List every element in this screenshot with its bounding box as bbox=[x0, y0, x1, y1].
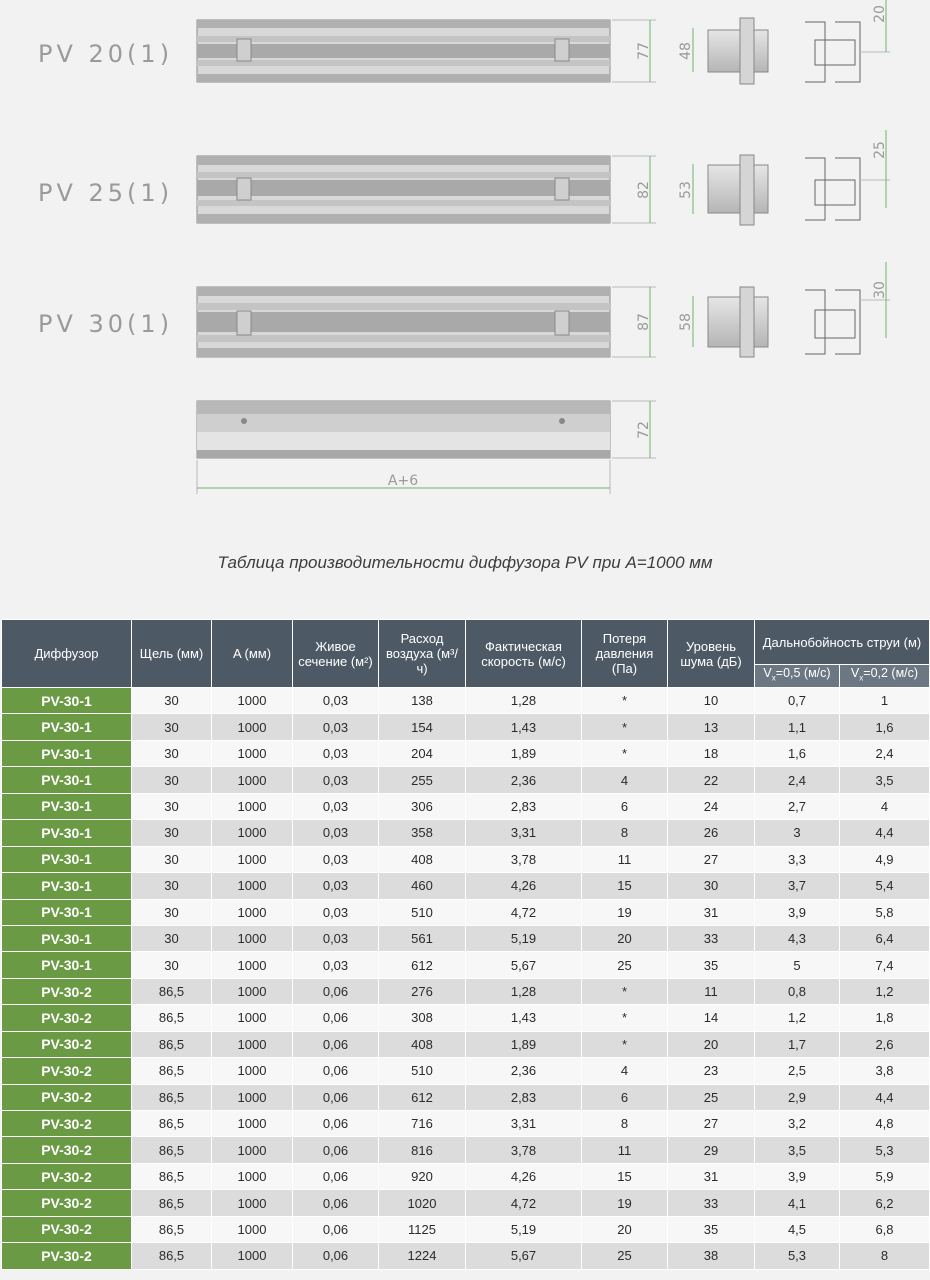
cell-flow: 408 bbox=[379, 846, 466, 872]
cell-flow: 920 bbox=[379, 1163, 466, 1189]
cell-noise: 35 bbox=[668, 1216, 755, 1242]
cell-slot: 86,5 bbox=[132, 978, 212, 1004]
cell-a: 1000 bbox=[212, 978, 293, 1004]
cell-throw-05: 2,7 bbox=[755, 793, 840, 819]
cell-throw-02: 2,4 bbox=[840, 740, 930, 766]
table-body bbox=[2, 688, 930, 1270]
cell-throw-02: 4 bbox=[840, 793, 930, 819]
cell-throw-02: 1,8 bbox=[840, 1005, 930, 1031]
dim-slot-pv20: 20 bbox=[872, 5, 888, 23]
cell-section: 0,03 bbox=[293, 688, 379, 714]
cell-noise: 33 bbox=[668, 1190, 755, 1216]
cell-throw-05: 0,7 bbox=[755, 688, 840, 714]
cell-speed: 5,67 bbox=[466, 952, 582, 978]
cell-a: 1000 bbox=[212, 740, 293, 766]
cell-a: 1000 bbox=[212, 793, 293, 819]
diffuser-bottom-view bbox=[197, 401, 610, 458]
table-row bbox=[2, 820, 930, 846]
cell-speed: 1,89 bbox=[466, 740, 582, 766]
header-speed: Фактическая скорость (м/с) bbox=[466, 620, 582, 688]
cell-diffuser: PV-30-2 bbox=[2, 1031, 132, 1057]
cell-noise: 13 bbox=[668, 714, 755, 740]
cell-throw-02: 6,8 bbox=[840, 1216, 930, 1242]
cell-section: 0,03 bbox=[293, 793, 379, 819]
cell-speed: 2,36 bbox=[466, 1058, 582, 1084]
cell-throw-05: 3,3 bbox=[755, 846, 840, 872]
dim-height-pv30: 87 bbox=[636, 313, 652, 331]
cell-a: 1000 bbox=[212, 1084, 293, 1110]
cell-throw-05: 4,5 bbox=[755, 1216, 840, 1242]
cell-throw-02: 4,4 bbox=[840, 1084, 930, 1110]
cell-pressure: * bbox=[582, 688, 668, 714]
cell-speed: 3,78 bbox=[466, 1137, 582, 1163]
dim-slot-pv25: 25 bbox=[872, 141, 888, 159]
table-row bbox=[2, 714, 930, 740]
cell-diffuser: PV-30-2 bbox=[2, 978, 132, 1004]
header-noise: Уровень шума (дБ) bbox=[668, 620, 755, 688]
cell-throw-05: 2,4 bbox=[755, 767, 840, 793]
cell-throw-05: 3,5 bbox=[755, 1137, 840, 1163]
cell-pressure: 6 bbox=[582, 793, 668, 819]
cell-slot: 30 bbox=[132, 793, 212, 819]
cell-pressure: 4 bbox=[582, 1058, 668, 1084]
cell-pressure: 25 bbox=[582, 952, 668, 978]
cell-throw-02: 5,4 bbox=[840, 873, 930, 899]
cell-flow: 306 bbox=[379, 793, 466, 819]
cell-diffuser: PV-30-1 bbox=[2, 688, 132, 714]
cell-diffuser: PV-30-2 bbox=[2, 1137, 132, 1163]
table-row bbox=[2, 740, 930, 766]
cell-speed: 1,43 bbox=[466, 1005, 582, 1031]
cell-a: 1000 bbox=[212, 925, 293, 951]
cell-section: 0,06 bbox=[293, 1005, 379, 1031]
cell-flow: 510 bbox=[379, 899, 466, 925]
dimension-height-pv30 bbox=[612, 287, 656, 357]
cell-diffuser: PV-30-2 bbox=[2, 1163, 132, 1189]
cell-speed: 1,89 bbox=[466, 1031, 582, 1057]
cell-flow: 1125 bbox=[379, 1216, 466, 1242]
cell-slot: 30 bbox=[132, 952, 212, 978]
diffuser-front-view-pv25 bbox=[197, 156, 610, 223]
cell-pressure: * bbox=[582, 714, 668, 740]
cell-a: 1000 bbox=[212, 1163, 293, 1189]
cell-a: 1000 bbox=[212, 1190, 293, 1216]
table-row bbox=[2, 1031, 930, 1057]
cell-speed: 5,67 bbox=[466, 1243, 582, 1269]
cell-slot: 30 bbox=[132, 925, 212, 951]
cell-pressure: 8 bbox=[582, 820, 668, 846]
cell-slot: 86,5 bbox=[132, 1190, 212, 1216]
cell-pressure: * bbox=[582, 1005, 668, 1031]
performance-table bbox=[1, 619, 930, 1270]
table-row bbox=[2, 1216, 930, 1242]
dim-body-pv25: 53 bbox=[678, 181, 694, 199]
table-row bbox=[2, 873, 930, 899]
cell-throw-05: 4,3 bbox=[755, 925, 840, 951]
cell-noise: 18 bbox=[668, 740, 755, 766]
cell-a: 1000 bbox=[212, 1137, 293, 1163]
cell-speed: 1,43 bbox=[466, 714, 582, 740]
cell-throw-02: 6,2 bbox=[840, 1190, 930, 1216]
cell-flow: 612 bbox=[379, 1084, 466, 1110]
cell-throw-02: 6,4 bbox=[840, 925, 930, 951]
cell-throw-05: 3,7 bbox=[755, 873, 840, 899]
cell-section: 0,06 bbox=[293, 1031, 379, 1057]
cell-diffuser: PV-30-2 bbox=[2, 1111, 132, 1137]
model-label-pv20: PV 20(1) bbox=[38, 40, 174, 68]
cell-throw-05: 1,2 bbox=[755, 1005, 840, 1031]
table-row bbox=[2, 1005, 930, 1031]
cell-diffuser: PV-30-1 bbox=[2, 714, 132, 740]
cell-speed: 3,31 bbox=[466, 820, 582, 846]
table-row bbox=[2, 925, 930, 951]
cell-throw-05: 3,2 bbox=[755, 1111, 840, 1137]
cell-pressure: * bbox=[582, 978, 668, 1004]
cell-throw-05: 4,1 bbox=[755, 1190, 840, 1216]
cell-speed: 4,26 bbox=[466, 1163, 582, 1189]
dim-body-pv20: 48 bbox=[678, 42, 694, 60]
cell-flow: 561 bbox=[379, 925, 466, 951]
cell-diffuser: PV-30-2 bbox=[2, 1084, 132, 1110]
cell-flow: 510 bbox=[379, 1058, 466, 1084]
cell-diffuser: PV-30-1 bbox=[2, 740, 132, 766]
cell-noise: 14 bbox=[668, 1005, 755, 1031]
dim-height-pv20: 77 bbox=[636, 42, 652, 60]
cell-slot: 86,5 bbox=[132, 1243, 212, 1269]
cell-diffuser: PV-30-2 bbox=[2, 1243, 132, 1269]
cell-noise: 25 bbox=[668, 1084, 755, 1110]
cell-slot: 86,5 bbox=[132, 1111, 212, 1137]
cell-section: 0,03 bbox=[293, 740, 379, 766]
cell-slot: 30 bbox=[132, 820, 212, 846]
cell-a: 1000 bbox=[212, 714, 293, 740]
cell-throw-02: 4,8 bbox=[840, 1111, 930, 1137]
cell-noise: 26 bbox=[668, 820, 755, 846]
cell-slot: 86,5 bbox=[132, 1031, 212, 1057]
cross-section-pv25 bbox=[678, 155, 768, 225]
table-row bbox=[2, 1084, 930, 1110]
cell-speed: 4,72 bbox=[466, 1190, 582, 1216]
cell-throw-02: 7,4 bbox=[840, 952, 930, 978]
dim-height-pv25: 82 bbox=[636, 181, 652, 199]
cell-flow: 1224 bbox=[379, 1243, 466, 1269]
technical-drawings bbox=[0, 0, 930, 540]
cell-diffuser: PV-30-1 bbox=[2, 899, 132, 925]
cell-throw-05: 1,6 bbox=[755, 740, 840, 766]
cell-throw-02: 3,8 bbox=[840, 1058, 930, 1084]
table-row bbox=[2, 767, 930, 793]
cell-throw-05: 5,3 bbox=[755, 1243, 840, 1269]
cell-section: 0,03 bbox=[293, 925, 379, 951]
cell-speed: 2,83 bbox=[466, 793, 582, 819]
header-throw-05: $V_х=0,5$ (м/с) bbox=[755, 665, 840, 688]
table-row bbox=[2, 1137, 930, 1163]
cell-flow: 612 bbox=[379, 952, 466, 978]
cell-slot: 30 bbox=[132, 873, 212, 899]
cell-throw-05: 2,9 bbox=[755, 1084, 840, 1110]
cell-slot: 86,5 bbox=[132, 1058, 212, 1084]
table-row bbox=[2, 1111, 930, 1137]
cell-diffuser: PV-30-1 bbox=[2, 846, 132, 872]
cell-noise: 22 bbox=[668, 767, 755, 793]
cell-speed: 3,31 bbox=[466, 1111, 582, 1137]
cell-pressure: 11 bbox=[582, 1137, 668, 1163]
cell-slot: 86,5 bbox=[132, 1005, 212, 1031]
diffuser-front-view-pv20 bbox=[197, 20, 610, 82]
table-row bbox=[2, 899, 930, 925]
cell-throw-02: 1 bbox=[840, 688, 930, 714]
cell-a: 1000 bbox=[212, 846, 293, 872]
dim-length: A+6 bbox=[387, 473, 419, 489]
cell-flow: 204 bbox=[379, 740, 466, 766]
cell-noise: 11 bbox=[668, 978, 755, 1004]
cell-pressure: * bbox=[582, 1031, 668, 1057]
cell-throw-05: 0,8 bbox=[755, 978, 840, 1004]
cell-section: 0,06 bbox=[293, 1216, 379, 1242]
cell-section: 0,03 bbox=[293, 873, 379, 899]
cell-a: 1000 bbox=[212, 767, 293, 793]
cell-flow: 255 bbox=[379, 767, 466, 793]
cell-flow: 816 bbox=[379, 1137, 466, 1163]
diffuser-front-view-pv30 bbox=[197, 287, 610, 357]
cell-noise: 27 bbox=[668, 1111, 755, 1137]
cell-a: 1000 bbox=[212, 1111, 293, 1137]
cell-slot: 86,5 bbox=[132, 1084, 212, 1110]
cell-noise: 29 bbox=[668, 1137, 755, 1163]
cell-throw-05: 3,9 bbox=[755, 899, 840, 925]
cell-noise: 30 bbox=[668, 873, 755, 899]
table-row bbox=[2, 978, 930, 1004]
table-row bbox=[2, 1163, 930, 1189]
cell-section: 0,06 bbox=[293, 1111, 379, 1137]
cross-section-pv30 bbox=[678, 287, 768, 357]
cell-noise: 35 bbox=[668, 952, 755, 978]
cross-section-pv20 bbox=[678, 18, 768, 84]
cell-section: 0,03 bbox=[293, 846, 379, 872]
cell-a: 1000 bbox=[212, 688, 293, 714]
cell-speed: 2,83 bbox=[466, 1084, 582, 1110]
cell-pressure: 11 bbox=[582, 846, 668, 872]
cell-noise: 20 bbox=[668, 1031, 755, 1057]
header-flow: Расход воздуха (м³/ч) bbox=[379, 620, 466, 688]
cell-noise: 27 bbox=[668, 846, 755, 872]
cell-noise: 10 bbox=[668, 688, 755, 714]
cell-throw-05: 3,9 bbox=[755, 1163, 840, 1189]
cell-speed: 4,26 bbox=[466, 873, 582, 899]
cell-section: 0,03 bbox=[293, 714, 379, 740]
cell-noise: 31 bbox=[668, 899, 755, 925]
cell-slot: 30 bbox=[132, 740, 212, 766]
cell-throw-02: 3,5 bbox=[840, 767, 930, 793]
cell-a: 1000 bbox=[212, 873, 293, 899]
cell-slot: 86,5 bbox=[132, 1137, 212, 1163]
header-a: A (мм) bbox=[212, 620, 293, 688]
cell-speed: 2,36 bbox=[466, 767, 582, 793]
cell-diffuser: PV-30-1 bbox=[2, 767, 132, 793]
cell-diffuser: PV-30-2 bbox=[2, 1190, 132, 1216]
cell-speed: 3,78 bbox=[466, 846, 582, 872]
cell-throw-02: 4,4 bbox=[840, 820, 930, 846]
cell-section: 0,03 bbox=[293, 767, 379, 793]
drawing-canvas bbox=[0, 0, 930, 540]
cell-speed: 5,19 bbox=[466, 925, 582, 951]
cell-pressure: * bbox=[582, 740, 668, 766]
cell-a: 1000 bbox=[212, 820, 293, 846]
table-caption: Таблица производительности диффузора PV при A=1000 мм bbox=[217, 553, 713, 572]
cell-flow: 308 bbox=[379, 1005, 466, 1031]
cell-pressure: 20 bbox=[582, 925, 668, 951]
cell-throw-02: 5,9 bbox=[840, 1163, 930, 1189]
side-profile-pv20 bbox=[805, 0, 890, 82]
cell-throw-02: 1,2 bbox=[840, 978, 930, 1004]
cell-slot: 30 bbox=[132, 767, 212, 793]
dim-slot-pv30: 30 bbox=[872, 281, 888, 299]
cell-section: 0,06 bbox=[293, 1084, 379, 1110]
table-row bbox=[2, 846, 930, 872]
cell-throw-05: 1,7 bbox=[755, 1031, 840, 1057]
cell-pressure: 15 bbox=[582, 873, 668, 899]
header-diffuser: Диффузор bbox=[2, 620, 132, 688]
cell-slot: 86,5 bbox=[132, 1216, 212, 1242]
cell-section: 0,06 bbox=[293, 1163, 379, 1189]
cell-section: 0,06 bbox=[293, 1190, 379, 1216]
cell-throw-02: 1,6 bbox=[840, 714, 930, 740]
cell-flow: 460 bbox=[379, 873, 466, 899]
cell-a: 1000 bbox=[212, 1031, 293, 1057]
cell-throw-02: 5,8 bbox=[840, 899, 930, 925]
cell-section: 0,03 bbox=[293, 952, 379, 978]
cell-flow: 1020 bbox=[379, 1190, 466, 1216]
cell-throw-02: 4,9 bbox=[840, 846, 930, 872]
cell-speed: 1,28 bbox=[466, 978, 582, 1004]
cell-flow: 716 bbox=[379, 1111, 466, 1137]
cell-slot: 30 bbox=[132, 899, 212, 925]
table-row bbox=[2, 793, 930, 819]
cell-flow: 408 bbox=[379, 1031, 466, 1057]
cell-section: 0,03 bbox=[293, 899, 379, 925]
dim-height-bottom: 72 bbox=[636, 421, 652, 439]
cell-pressure: 25 bbox=[582, 1243, 668, 1269]
cell-a: 1000 bbox=[212, 1216, 293, 1242]
cell-pressure: 20 bbox=[582, 1216, 668, 1242]
dim-body-pv30: 58 bbox=[678, 313, 694, 331]
cell-a: 1000 bbox=[212, 1058, 293, 1084]
cell-section: 0,06 bbox=[293, 978, 379, 1004]
cell-noise: 24 bbox=[668, 793, 755, 819]
dimension-height-pv25 bbox=[612, 156, 656, 223]
header-pressure: Потеря давления (Па) bbox=[582, 620, 668, 688]
cell-a: 1000 bbox=[212, 1243, 293, 1269]
model-label-pv25: PV 25(1) bbox=[38, 179, 174, 207]
cell-flow: 358 bbox=[379, 820, 466, 846]
cell-section: 0,06 bbox=[293, 1058, 379, 1084]
model-label-pv30: PV 30(1) bbox=[38, 310, 174, 338]
cell-diffuser: PV-30-1 bbox=[2, 925, 132, 951]
cell-flow: 276 bbox=[379, 978, 466, 1004]
cell-throw-05: 1,1 bbox=[755, 714, 840, 740]
cell-diffuser: PV-30-2 bbox=[2, 1058, 132, 1084]
table-row bbox=[2, 688, 930, 714]
cell-speed: 4,72 bbox=[466, 899, 582, 925]
cell-diffuser: PV-30-1 bbox=[2, 793, 132, 819]
cell-noise: 33 bbox=[668, 925, 755, 951]
table-row bbox=[2, 952, 930, 978]
cell-pressure: 4 bbox=[582, 767, 668, 793]
header-throw-02: $V_х=0,2$ (м/с) bbox=[840, 665, 930, 688]
cell-diffuser: PV-30-1 bbox=[2, 873, 132, 899]
cell-section: 0,06 bbox=[293, 1243, 379, 1269]
cell-pressure: 19 bbox=[582, 899, 668, 925]
cell-noise: 38 bbox=[668, 1243, 755, 1269]
header-slot: Щель (мм) bbox=[132, 620, 212, 688]
cell-pressure: 6 bbox=[582, 1084, 668, 1110]
cell-slot: 30 bbox=[132, 846, 212, 872]
cell-diffuser: PV-30-1 bbox=[2, 820, 132, 846]
cell-diffuser: PV-30-2 bbox=[2, 1005, 132, 1031]
cell-noise: 23 bbox=[668, 1058, 755, 1084]
cell-throw-05: 5 bbox=[755, 952, 840, 978]
cell-speed: 5,19 bbox=[466, 1216, 582, 1242]
dimension-height-pv20 bbox=[612, 20, 656, 82]
table-row bbox=[2, 1190, 930, 1216]
cell-flow: 138 bbox=[379, 688, 466, 714]
table-row bbox=[2, 1243, 930, 1269]
cell-pressure: 8 bbox=[582, 1111, 668, 1137]
cell-diffuser: PV-30-1 bbox=[2, 952, 132, 978]
cell-speed: 1,28 bbox=[466, 688, 582, 714]
header-throw: Дальнобойность струи (м) bbox=[755, 620, 930, 665]
dimension-length bbox=[197, 460, 610, 494]
cell-slot: 30 bbox=[132, 714, 212, 740]
cell-section: 0,03 bbox=[293, 820, 379, 846]
cell-pressure: 15 bbox=[582, 1163, 668, 1189]
cell-throw-02: 2,6 bbox=[840, 1031, 930, 1057]
cell-throw-05: 3 bbox=[755, 820, 840, 846]
table-row bbox=[2, 1058, 930, 1084]
header-section: Живое сечение (м²) bbox=[293, 620, 379, 688]
dimension-height-bottom bbox=[612, 401, 656, 458]
cell-a: 1000 bbox=[212, 952, 293, 978]
cell-slot: 30 bbox=[132, 688, 212, 714]
cell-throw-02: 8 bbox=[840, 1243, 930, 1269]
side-profile-pv25 bbox=[805, 130, 890, 220]
cell-pressure: 19 bbox=[582, 1190, 668, 1216]
cell-a: 1000 bbox=[212, 899, 293, 925]
cell-section: 0,06 bbox=[293, 1137, 379, 1163]
cell-slot: 86,5 bbox=[132, 1163, 212, 1189]
cell-throw-02: 5,3 bbox=[840, 1137, 930, 1163]
cell-a: 1000 bbox=[212, 1005, 293, 1031]
cell-diffuser: PV-30-2 bbox=[2, 1216, 132, 1242]
cell-flow: 154 bbox=[379, 714, 466, 740]
cell-throw-05: 2,5 bbox=[755, 1058, 840, 1084]
side-profile-pv30 bbox=[805, 262, 890, 354]
cell-noise: 31 bbox=[668, 1163, 755, 1189]
